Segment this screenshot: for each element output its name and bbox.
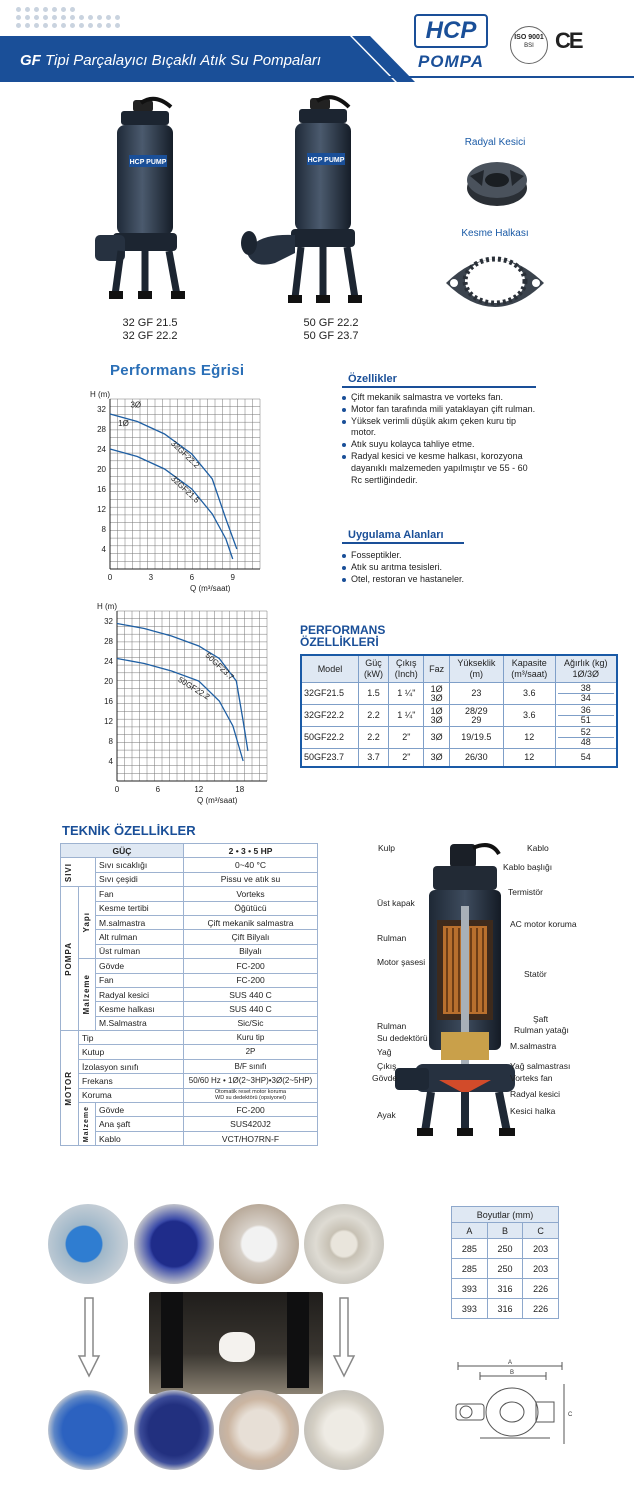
down-arrow-icon [333,1298,355,1378]
application-item: Atık su arıtma tesisleri. [342,562,538,574]
cutaway-label: Kulp [378,843,396,853]
dimension-row: 393 316 226 [452,1279,559,1299]
series-label: 32GF21.5 [169,473,202,505]
tech-row: Fan FC-200 [61,973,318,987]
iso-certificate-badge: ISO 9001 BSI [510,26,548,64]
cutting-ring-image [440,243,550,319]
y-tick-label: 32 [104,617,113,626]
header-dot [16,23,21,28]
perf-cell-phase: 3Ø [424,727,449,749]
y-tick-label: 16 [97,485,106,494]
cutaway-label: Kesici halka [510,1106,556,1116]
photo-blue-cloth [134,1204,214,1284]
technical-specs-table [60,843,318,1146]
perf-table-header: Faz [424,655,449,683]
y-tick-label: 24 [104,657,113,666]
header-dot [43,15,48,20]
header-dot [70,15,75,20]
header-dot [34,23,39,28]
tech-label: Sıvı sıcaklığı [96,858,184,872]
applications-section-title: Uygulama Alanları [342,528,464,544]
perf-cell-outlet: 1 ¼" [389,705,424,727]
perf-cell-capacity: 12 [503,749,555,767]
perf-table-row [301,705,617,727]
x-tick-label: 3 [148,573,154,582]
header-dot [25,23,30,28]
svg-text:B: B [509,1370,515,1376]
tech-row: M.Salmastra Sic/Sic [61,1016,318,1030]
x-tick-label: 0 [114,785,120,794]
tech-row: Ana şaft SUS420J2 [61,1117,318,1131]
tech-row: MOTOR Tip Kuru tip [61,1031,318,1045]
photo-blue-gloves [48,1204,128,1284]
header-dot [43,7,48,12]
header-dot [106,15,111,20]
dimensions-title: Boyutlar (mm) [452,1207,559,1223]
header-dot [16,7,21,12]
header-dot [88,23,93,28]
cutaway-label: Radyal kesici [510,1089,561,1099]
header-dot [16,15,21,20]
x-tick-label: 12 [194,785,204,794]
performance-specs-title: PERFORMANS ÖZELLİKLERİ [300,623,386,649]
x-axis-label: Q (m³/saat) [190,584,231,593]
header-dot [97,23,102,28]
tech-row: Kutup 2P [61,1045,318,1059]
y-tick-label: 8 [101,525,106,534]
pump-label-left: 32 GF 21.5 32 GF 22.2 [122,317,178,342]
logo-hcp-text: HCP [414,14,488,48]
header-dot [70,23,75,28]
phase-annotation: 3Ø [130,400,142,410]
tech-row: Alt rulman Çift Bilyalı [61,930,318,944]
radial-cutter-label: Radyal Kesici [464,137,526,148]
perf-cell-head: 19/19.5 [449,727,503,749]
cutaway-label: Termistör [508,887,543,897]
technical-specs-title: TEKNİK ÖZELLİKLER [62,823,196,838]
perf-cell-power: 1.5 [358,683,388,705]
perf-cell-power: 2.2 [358,727,388,749]
perf-cell-model: 32GF22.2 [301,705,358,727]
y-tick-label: 8 [108,737,113,746]
y-tick-label: 4 [101,545,106,554]
cutaway-label: Vorteks fan [510,1073,553,1083]
features-section-title: Özellikler [342,372,536,388]
feature-item: Çift mekanik salmastra ve vorteks fan. [342,392,538,404]
header-dot [52,7,57,12]
perf-cell-outlet: 2" [389,749,424,767]
cutaway-label: Çıkış [377,1061,397,1071]
header-dot [25,15,30,20]
header-dot [106,23,111,28]
tech-subgroup: Malzeme [79,959,96,1031]
x-tick-label: 0 [107,573,113,582]
dimension-drawing [450,1358,573,1450]
tech-row: Kesme tertibi Öğütücü [61,901,318,915]
photo-shredded-blue-gloves [48,1390,128,1470]
photo-rope [304,1204,384,1284]
cutaway-label: Rulman yatağı [514,1025,569,1035]
cutaway-label: Yağ salmastrası [510,1061,571,1071]
cutaway-label: Kablo [527,843,549,853]
perf-table-header: Kapasite (m³/saat) [503,655,555,683]
photo-shredded-blue-cloth [134,1390,214,1470]
photo-shredded-rope [304,1390,384,1470]
header-dot [70,7,75,12]
tech-row: Frekans 50/60 Hz • 1Ø(2~3HP)•3Ø(2~5HP) [61,1074,318,1088]
x-tick-label: 18 [235,785,245,794]
x-tick-label: 6 [189,573,195,582]
perf-table-row [301,749,617,767]
perf-cell-phase: 1Ø 3Ø [424,705,449,727]
header-dot [115,15,120,20]
y-tick-label: 4 [108,757,113,766]
y-tick-label: 28 [104,637,113,646]
series-line [110,449,233,559]
perf-cell-outlet: 2" [389,727,424,749]
cutaway-label: Gövde [372,1073,398,1083]
perf-cell-weight: 54 [555,749,617,767]
feature-item: Yüksek verimli düşük akım çeken kuru tip motor. [342,416,538,440]
application-item: Fosseptikler. [342,550,538,562]
header-dot [88,15,93,20]
header-dot [34,7,39,12]
header-dot [52,15,57,20]
perf-table-header: Çıkış (Inch) [389,655,424,683]
header-dot [79,23,84,28]
page-title: GF Tipi Parçalayıcı Bıçaklı Atık Su Pompaları [20,52,322,69]
perf-cell-capacity: 3.6 [503,705,555,727]
cutting-ring-label: Kesme Halkası [461,228,529,239]
y-tick-label: 28 [97,425,106,434]
radial-cutter-image [462,152,532,212]
tech-row-guc: GÜÇ 2 • 3 • 5 HP [61,844,318,858]
series-label: 32GF22.2 [169,438,202,470]
performance-chart-32gf [88,385,278,595]
perf-table-header: Model [301,655,358,683]
perf-cell-outlet: 1 ¼" [389,683,424,705]
y-tick-label: 24 [97,445,106,454]
feature-item: Radyal kesici ve kesme halkası, korozyona dayanıklı malzemeden yapılmıştır ve 55 - 60 Rc sertliğindedir. [342,451,538,486]
cutaway-label: Su dedektörü [377,1033,428,1043]
application-item: Otel, restoran ve hastaneler. [342,574,538,586]
applications-list [342,550,538,585]
header-dot [61,7,66,12]
tech-row: İzolasyon sınıfı B/F sınıfı [61,1059,318,1073]
header-dot [79,15,84,20]
ce-mark: CE [555,28,582,53]
tech-row: Radyal kesici SUS 440 C [61,987,318,1001]
perf-cell-weight: 52 48 [555,727,617,749]
header-dot [97,15,102,20]
cutaway-label: Ayak [377,1110,396,1120]
performance-chart-50gf [95,597,285,807]
svg-text:C: C [568,1412,573,1418]
y-tick-label: 12 [104,717,113,726]
tech-value: 0~40 °C [184,858,318,872]
svg-text:HCP PUMP: HCP PUMP [307,157,345,164]
header-dot [61,15,66,20]
cutaway-label: Rulman [377,933,407,943]
dimension-row: 393 316 226 [452,1299,559,1319]
perf-table-row [301,727,617,749]
header-dot [115,23,120,28]
y-tick-label: 32 [97,405,106,414]
series-label: 50GF23.7 [203,650,236,682]
tech-row-koruma: Koruma Otomatik reset motor koruma WD su dedektörü (opsiyonel) [61,1088,318,1102]
tech-group-sivi: SIVI [61,858,96,887]
perf-cell-weight: 36 51 [555,705,617,727]
phase-annotation: 1Ø [118,419,129,428]
tech-row: POMPA Yapı Fan Vorteks [61,887,318,901]
cutaway-label: Rulman [377,1021,407,1031]
perf-table-row [301,683,617,705]
perf-cell-capacity: 12 [503,727,555,749]
dimension-row: 285 250 203 [452,1259,559,1279]
pump-label-right: 50 GF 22.2 50 GF 23.7 [303,317,359,342]
perf-table-header: Güç (kW) [358,655,388,683]
tech-value: Pissu ve atık su [184,872,318,886]
tech-row: M.salmastra Çift mekanik salmastra [61,915,318,929]
perf-table-header: Ağırlık (kg) 1Ø/3Ø [555,655,617,683]
perf-cell-model: 32GF21.5 [301,683,358,705]
photo-pump-shredding [149,1292,323,1394]
pump-badge: HCP PUMP [129,159,167,166]
photo-white-glove [219,1204,299,1284]
y-axis-label: H (m) [97,602,117,611]
tech-row [61,872,318,886]
tech-row: Malzeme Gövde FC-200 [61,1103,318,1117]
perf-cell-model: 50GF22.2 [301,727,358,749]
perf-cell-power: 2.2 [358,705,388,727]
tech-label: Sıvı çeşidi [96,872,184,886]
pump-image-32gf [85,95,195,315]
perf-cell-phase: 1Ø 3Ø [424,683,449,705]
cutaway-label: M.salmastra [510,1041,557,1051]
series-label: 50GF22.2 [176,675,212,702]
dimensions-table: Boyutlar (mm) A B C 285 250 203 285 250 203 393 316 226 393 316 226 [451,1206,559,1319]
header-dot [34,15,39,20]
pump-image-50gf [235,93,365,318]
cutaway-label: AC motor koruma [510,919,577,929]
tech-row: Üst rulman Bilyalı [61,944,318,958]
hcp-logo [414,14,488,74]
y-tick-label: 16 [104,697,113,706]
feature-item: Motor fan tarafında mili yataklayan çift rulman. [342,404,538,416]
header-dot [25,7,30,12]
cutaway-label: Üst kapak [377,898,415,908]
tech-row: Kesme halkası SUS 440 C [61,1002,318,1016]
header-dot [43,23,48,28]
cutaway-label: Yağ [377,1047,392,1057]
dimension-row: 285 250 203 [452,1239,559,1259]
tech-group-motor: MOTOR [61,1031,79,1146]
perf-cell-head: 28/29 29 [449,705,503,727]
perf-cell-power: 3.7 [358,749,388,767]
y-tick-label: 20 [97,465,106,474]
cutaway-label: Statör [524,969,547,979]
header-dot [52,23,57,28]
performance-curve-title: Performans Eğrisi [110,362,245,379]
tech-group-pompa: POMPA [61,887,79,1031]
cutaway-label: Motor şasesi [377,957,426,967]
cutaway-label: Kablo başlığı [503,862,553,872]
logo-pompa-text: POMPA [417,52,485,71]
x-axis-label: Q (m³/saat) [197,796,238,805]
perf-table-header: Yükseklik (m) [449,655,503,683]
perf-cell-head: 23 [449,683,503,705]
y-tick-label: 12 [97,505,106,514]
perf-cell-phase: 3Ø [424,749,449,767]
tech-subgroup: Yapı [79,887,96,959]
tech-row: Kablo VCT/HO7RN-F [61,1131,318,1145]
photo-shredded-glove [219,1390,299,1470]
perf-cell-model: 50GF23.7 [301,749,358,767]
series-line [117,624,248,752]
perf-cell-head: 26/30 [449,749,503,767]
feature-item: Atık suyu kolayca tahliye etme. [342,439,538,451]
performance-specs-table [300,654,618,768]
tech-subgroup: Malzeme [79,1103,96,1146]
cutaway-label: Şaft [533,1014,549,1024]
tech-row [61,858,318,872]
x-tick-label: 6 [155,785,161,794]
features-list [342,392,538,486]
header-dot-pattern [16,7,126,29]
svg-text:A: A [507,1360,513,1366]
tech-row: Malzeme Gövde FC-200 [61,959,318,973]
header-dot [61,23,66,28]
x-tick-label: 9 [230,573,235,582]
perf-cell-capacity: 3.6 [503,683,555,705]
perf-cell-weight: 38 34 [555,683,617,705]
y-tick-label: 20 [104,677,113,686]
y-axis-label: H (m) [90,390,110,399]
down-arrow-icon [78,1298,100,1378]
